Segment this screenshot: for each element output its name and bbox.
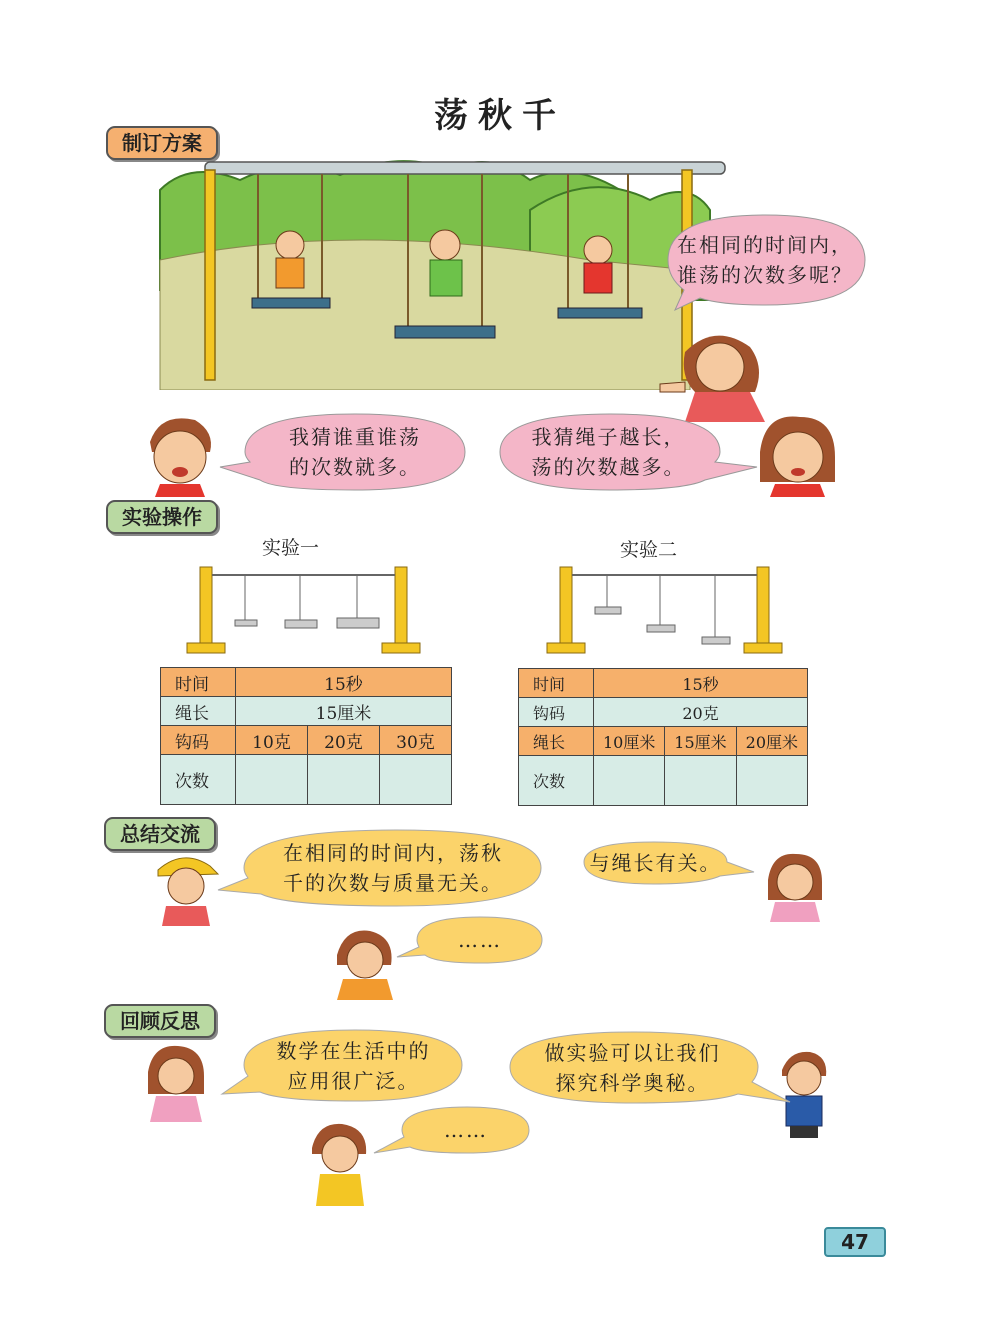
section-tag-plan: 制订方案 (106, 126, 218, 160)
bubble-review-b-line-2: 探究科学奥秘。 (555, 1070, 710, 1095)
table1-cell-rope: 15厘米 (236, 697, 452, 726)
table2-head-rope: 绳长 (519, 727, 594, 756)
table2-cell-count-3 (736, 756, 807, 806)
bubble-guess-weight-line-1: 我猜谁重谁荡 (289, 425, 421, 449)
table2-head-weight: 钩码 (519, 698, 594, 727)
bubble-guess-weight-line-2: 的次数就多。 (289, 455, 421, 479)
bubble-question-line-1: 在相同的时间内， (677, 233, 853, 257)
girl-yellow-illustration (300, 1118, 380, 1206)
table1-cell-weight-2: 20克 (308, 726, 380, 755)
table1-head-weight: 钩码 (161, 726, 236, 755)
table2-cell-weight: 20克 (594, 698, 808, 727)
table1-cell-weight-1: 10克 (236, 726, 308, 755)
bubble-review-a-line-2: 应用很广泛。 (287, 1068, 420, 1093)
table1-cell-time: 15秒 (236, 668, 452, 697)
bubble-summary-a (216, 828, 546, 908)
bubble-summary-b (582, 840, 757, 885)
bubble-summary-c (395, 915, 545, 965)
bubble-guess-rope (495, 412, 760, 492)
table2-cell-count-2 (665, 756, 736, 806)
bubble-question-line-2: 谁荡的次数多呢？ (677, 263, 853, 287)
experiment-1-table (160, 667, 452, 805)
page-title: 荡秋千 (434, 96, 566, 136)
girl-pointing-illustration (655, 322, 775, 422)
bubble-summary-a-line-1: 在相同的时间内，荡秋 (283, 841, 503, 865)
bubble-summary-c-line-1: …… (458, 928, 502, 952)
experiment-2-label: 实验二 (620, 539, 678, 561)
table2-cell-rope-1: 10厘米 (594, 727, 665, 756)
bubble-review-a (220, 1028, 465, 1103)
bubble-question (660, 210, 870, 310)
bubble-review-c (372, 1105, 532, 1155)
bubble-review-b (508, 1030, 793, 1105)
girl-orange-illustration (325, 925, 405, 1000)
table2-cell-count-1 (594, 756, 665, 806)
pendulum-apparatus-2 (545, 565, 785, 655)
bubble-review-a-line-1: 数学在生活中的 (276, 1038, 431, 1063)
boy-head-illustration (140, 412, 220, 497)
experiment-1-label: 实验一 (262, 537, 320, 559)
bubble-review-b-line-1: 做实验可以让我们 (544, 1040, 721, 1065)
section-tag-review: 回顾反思 (104, 1004, 216, 1038)
table2-cell-rope-3: 20厘米 (736, 727, 807, 756)
table1-cell-count-1 (236, 755, 308, 805)
bubble-summary-b-line-1: 与绳长有关。 (589, 850, 722, 875)
boy-cap-illustration (148, 848, 223, 926)
table1-head-rope: 绳长 (161, 697, 236, 726)
girl-summary-illustration (760, 850, 830, 922)
bubble-review-c-line-1: …… (444, 1118, 488, 1142)
experiment-2-table (518, 668, 808, 806)
table2-cell-time: 15秒 (594, 669, 808, 698)
table1-cell-weight-3: 30克 (380, 726, 452, 755)
section-tag-experiment: 实验操作 (106, 500, 218, 534)
girl-review-illustration (138, 1042, 218, 1122)
bubble-guess-weight (215, 412, 470, 492)
bubble-guess-rope-line-1: 我猜绳子越长， (531, 425, 686, 449)
page-number: 47 (824, 1227, 886, 1257)
table2-head-time: 时间 (519, 669, 594, 698)
table1-head-time: 时间 (161, 668, 236, 697)
table1-head-count: 次数 (161, 755, 236, 805)
section-tag-summary: 总结交流 (104, 817, 216, 851)
table1-cell-count-3 (380, 755, 452, 805)
girl-head-illustration (750, 412, 845, 497)
bubble-guess-rope-line-2: 荡的次数越多。 (531, 455, 686, 479)
table2-cell-rope-2: 15厘米 (665, 727, 736, 756)
table2-head-count: 次数 (519, 756, 594, 806)
bubble-summary-a-line-2: 千的次数与质量无关。 (283, 871, 503, 895)
table1-cell-count-2 (308, 755, 380, 805)
pendulum-apparatus-1 (185, 565, 425, 655)
